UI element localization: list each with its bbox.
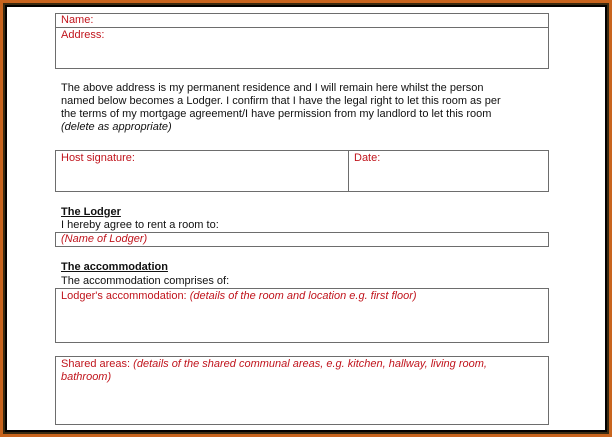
name-field[interactable] [55, 13, 549, 28]
name-label: Name: [61, 14, 94, 26]
declaration-text [61, 82, 561, 134]
lodger-accommodation-hint: (details of the room and location e.g. first floor) [189, 290, 417, 302]
lodger-heading: The Lodger [61, 206, 121, 218]
address-label: Address: [61, 29, 105, 41]
shared-areas-hint-1: (details of the shared communal areas, e.g. kitchen, hallway, living room, [133, 358, 487, 370]
accommodation-heading: The accommodation [61, 261, 168, 273]
lodger-name-placeholder: (Name of Lodger) [61, 233, 148, 245]
declaration-line-1: The above address is my permanent residence and I will remain here whilst the person [61, 82, 484, 94]
declaration-note: (delete as appropriate) [61, 121, 172, 133]
shared-areas-hint-2: bathroom) [61, 371, 112, 383]
name-address-box [55, 13, 549, 69]
shared-areas-field[interactable] [55, 356, 549, 425]
shared-areas-text [61, 358, 545, 384]
lodger-name-field[interactable] [55, 232, 549, 247]
host-signature-field[interactable] [55, 150, 349, 192]
lodger-accommodation-text [61, 290, 417, 303]
accommodation-intro: The accommodation comprises of: [61, 275, 230, 287]
shared-areas-label: Shared areas: [61, 358, 131, 370]
date-field[interactable] [348, 150, 549, 192]
host-signature-label: Host signature: [61, 152, 135, 164]
lodger-accommodation-field[interactable] [55, 288, 549, 343]
document-page [7, 7, 605, 430]
lodger-intro: I hereby agree to rent a room to: [61, 219, 219, 231]
lodger-accommodation-label: Lodger's accommodation: [61, 290, 187, 302]
declaration-line-3: the terms of my mortgage agreement/I have permission from my landlord to let this room [61, 108, 492, 120]
date-label: Date: [354, 152, 381, 164]
declaration-line-2: named below becomes a Lodger. I confirm that I have the legal right to let this room as per [61, 95, 501, 107]
